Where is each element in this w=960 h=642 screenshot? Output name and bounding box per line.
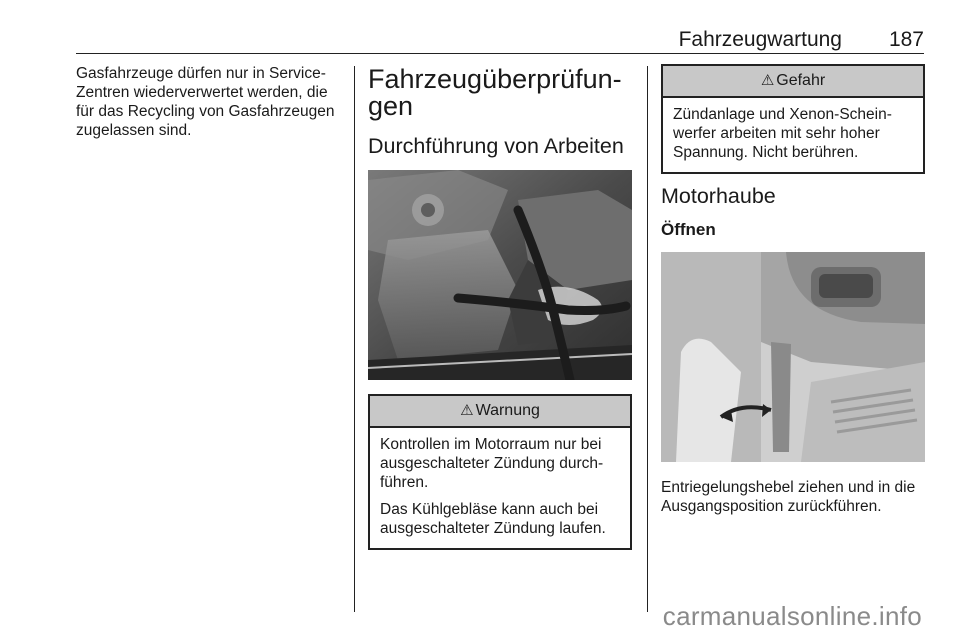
page-number: 187	[888, 28, 924, 51]
danger-title: Gefahr	[776, 72, 826, 89]
warning-triangle-icon: ⚠	[760, 72, 775, 89]
recycling-paragraph: Gasfahrzeuge dürfen nur in Service-Zentren wiederverwertet werden, die für das Recycling von Gasfahrzeugen zugelassen sind.	[76, 65, 335, 139]
warning-body	[370, 428, 630, 548]
engine-bay-photo	[368, 170, 632, 380]
release-lever-photo	[661, 252, 925, 462]
section-title: Fahrzeugwartung	[678, 28, 842, 51]
section-heading-line2: gen	[368, 91, 414, 121]
warning-title: Warnung	[475, 402, 540, 419]
section-heading	[368, 66, 632, 120]
release-lever-illustration	[661, 252, 925, 462]
warning-header	[370, 396, 630, 428]
column-right	[661, 64, 925, 516]
column-left	[76, 64, 340, 140]
page-header	[76, 28, 924, 54]
warning-paragraph-2: Das Kühlgebläse kann auch bei ausgeschalteter Zündung laufen.	[380, 501, 606, 537]
warning-paragraph-1: Kontrollen im Motorraum nur bei ausgeschalteter Zündung durch-führen.	[380, 436, 604, 491]
danger-paragraph: Zündanlage und Xenon-Schein-werfer arbeiten mit sehr hoher Spannung. Nicht berühren.	[673, 106, 892, 161]
danger-body	[663, 98, 923, 172]
header-rule	[76, 53, 924, 54]
warning-triangle-icon: ⚠	[460, 402, 474, 419]
subsection-heading: Durchführung von Arbeiten	[368, 134, 624, 158]
danger-box	[661, 64, 925, 174]
hood-heading: Motorhaube	[661, 184, 776, 208]
watermark: carmanualsonline.info	[662, 601, 922, 631]
release-paragraph: Entriegelungshebel ziehen und in die Ausgangsposition zurückführen.	[661, 479, 916, 515]
danger-header	[663, 66, 923, 98]
section-heading-line1: Fahrzeugüberprüfun-	[368, 64, 622, 94]
warning-box	[368, 394, 632, 550]
column-middle	[368, 64, 632, 550]
open-subheading: Öffnen	[661, 220, 716, 239]
column-divider-1	[354, 66, 355, 612]
column-divider-2	[647, 66, 648, 612]
engine-bay-illustration	[368, 170, 632, 380]
